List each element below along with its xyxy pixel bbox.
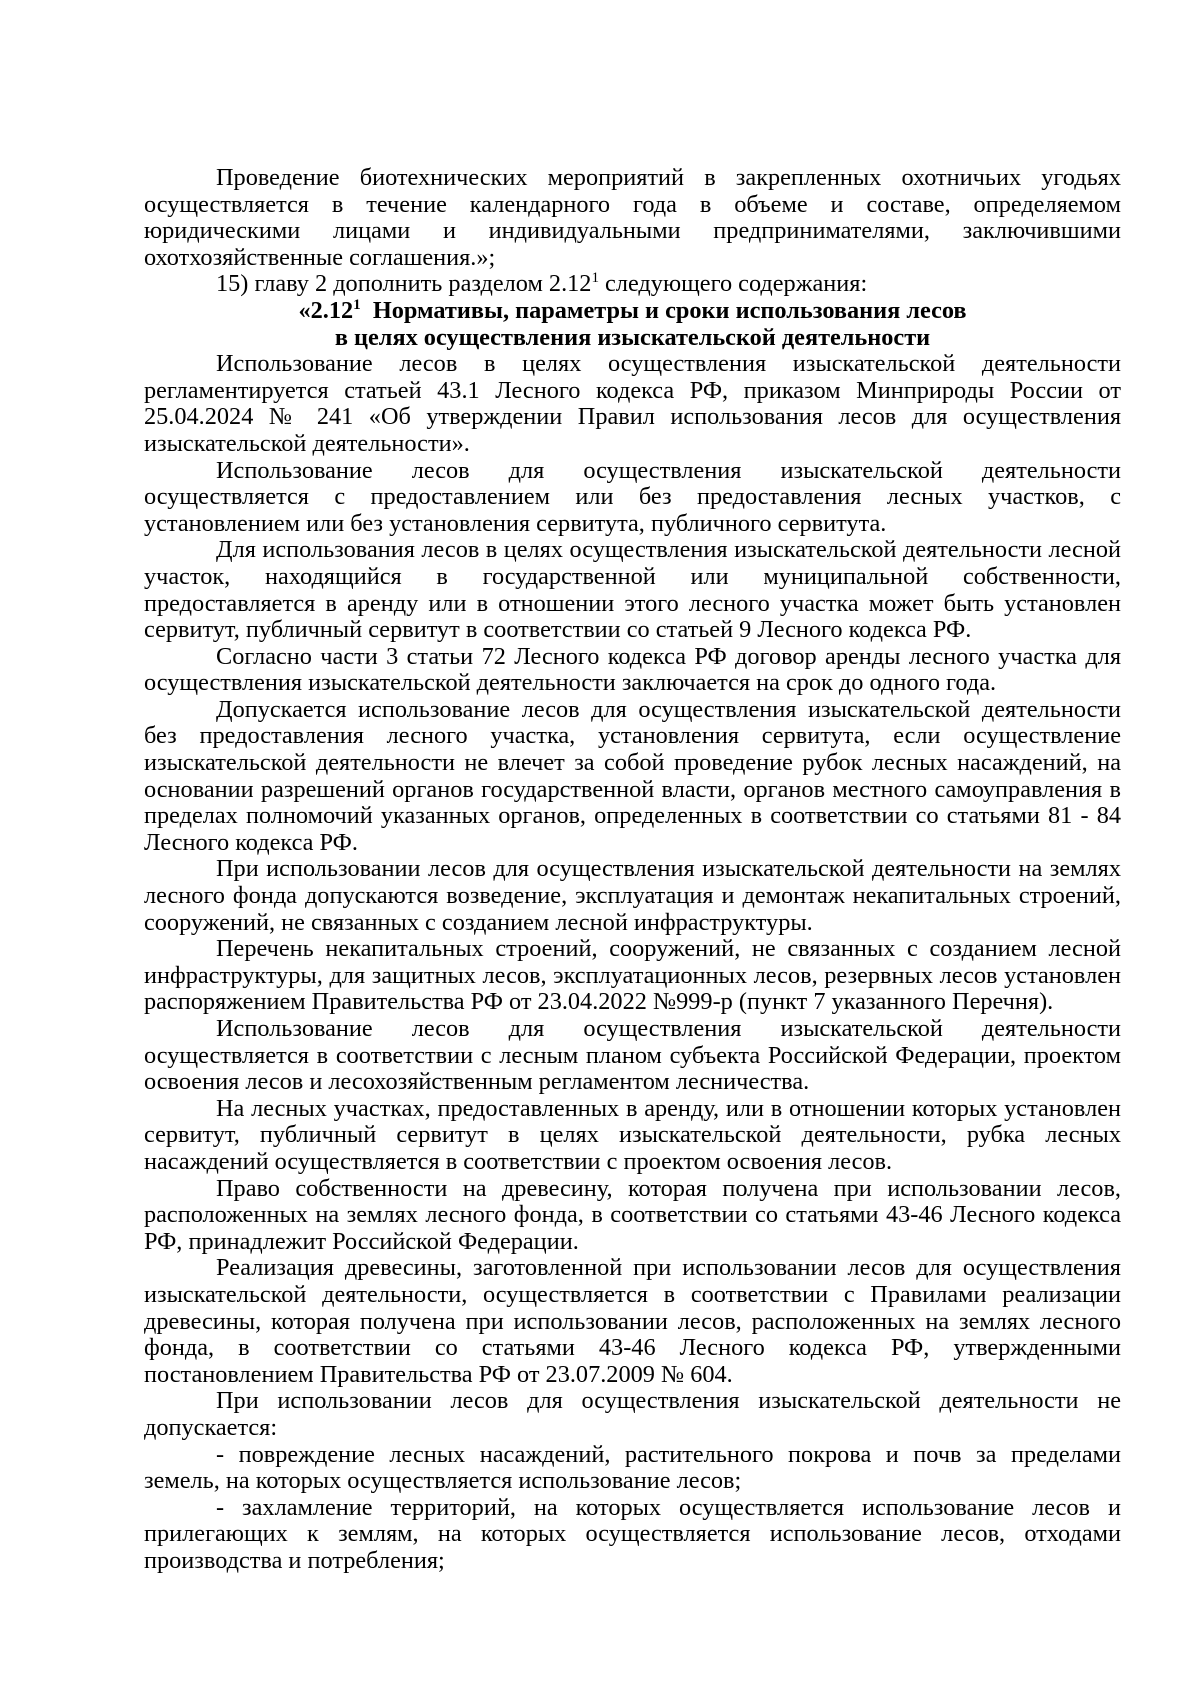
section-title-line-1: Нормативы, параметры и сроки использования лесов: [360, 296, 967, 324]
paragraph: Использование лесов для осуществления изыскательской деятельности осуществляется в соответствии с лесным планом субъекта Российской Федерации, проектом освоения лесов и лесохозяйственным регламентом лесничества.: [144, 1015, 1121, 1096]
intro-paragraph: Проведение биотехнических мероприятий в закрепленных охотничьих угодьях осуществляется в течение календарного года в объеме и составе, определяемом юридическими лицами и индивидуальными предпринимателями, заключившими охотхозяйственные соглашения.»;: [144, 164, 1121, 271]
paragraph: При использовании лесов для осуществления изыскательской деятельности не допускается:: [144, 1387, 1121, 1441]
paragraph: Допускается использование лесов для осуществления изыскательской деятельности без предоставления лесного участка, установления сервитута, если осуществление изыскательской деятельности не влечет за собой проведение рубок лесных насаждений, на основании разрешений органов государственной власти, органов местного самоуправления в пределах полномочий указанных органов, определенных в соответствии со статьями 81 - 84 Лесного кодекса РФ.: [144, 695, 1121, 856]
paragraph: Использование лесов в целях осуществления изыскательской деятельности регламентируется статьей 43.1 Лесного кодекса РФ, приказом Минприроды России от 25.04.2024 № 241 «Об утверждении Правил использования лесов для осуществления изыскательской деятельности».: [144, 350, 1121, 457]
paragraph: Для использования лесов в целях осуществления изыскательской деятельности лесной участок, находящийся в государственной или муниципальной собственности, предоставляется в аренду или в отношении этого лесного участка может быть установлен сервитут, публичный сервитут в соответствии со статьей 9 Лесного кодекса РФ.: [144, 536, 1121, 644]
paragraph: Реализация древесины, заготовленной при использовании лесов для осуществления изыскательской деятельности, осуществляется в соответствии с Правилами реализации древесины, которая получена при использовании лесов, расположенных на землях лесного фонда, в соответствии со статьями 43-46 Лесного кодекса РФ, утвержденными постановлением Правительства РФ от 23.07.2009 № 604.: [144, 1254, 1121, 1388]
amendment-text-before: 15) главу 2 дополнить разделом 2.12: [216, 270, 592, 298]
list-item: - повреждение лесных насаждений, растительного покрова и почв за пределами земель, на которых осуществляется использование лесов;: [144, 1440, 1121, 1495]
section-title-line-2: в целях осуществления изыскательской деятельности: [334, 323, 931, 351]
paragraph: На лесных участках, предоставленных в аренду, или в отношении которых установлен сервитут, публичный сервитут в целях изыскательской деятельности, рубка лесных насаждений осуществляется в соответствии с проектом освоения лесов.: [144, 1094, 1121, 1175]
list-item: - захламление территорий, на которых осуществляется использование лесов и прилегающих к землям, на которых осуществляется использование лесов, отходами производства и потребления;: [144, 1493, 1121, 1574]
paragraph: Перечень некапитальных строений, сооружений, не связанных с созданием лесной инфраструктуры, для защитных лесов, эксплуатационных лесов, резервных лесов установлен распоряжением Правительства РФ от 23.04.2022 №999-р (пункт 7 указанного Перечня).: [144, 935, 1121, 1016]
amendment-line: [144, 271, 1121, 298]
section-heading-line-1: [144, 298, 1121, 325]
paragraph: При использовании лесов для осуществления изыскательской деятельности на землях лесного фонда допускаются возведение, эксплуатация и демонтаж некапитальных строений, сооружений, не связанных с созданием лесной инфраструктуры.: [144, 855, 1121, 936]
document-page: [144, 165, 1121, 1574]
amendment-text-after: следующего содержания:: [598, 270, 868, 298]
paragraph: Право собственности на древесину, которая получена при использовании лесов, расположенных на землях лесного фонда, в соответствии со статьями 43-46 Лесного кодекса РФ, принадлежит Российской Федерации.: [144, 1174, 1121, 1255]
section-number: 2.12: [310, 296, 354, 324]
section-heading-open-quote: «: [298, 296, 311, 324]
section-number-superscript: 1: [353, 296, 361, 313]
section-heading: [144, 298, 1121, 351]
amendment-superscript: 1: [591, 270, 599, 287]
paragraph: Согласно части 3 статьи 72 Лесного кодекса РФ договор аренды лесного участка для осуществления изыскательской деятельности заключается на срок до одного года.: [144, 642, 1121, 697]
paragraph: Использование лесов для осуществления изыскательской деятельности осуществляется с предоставлением или без предоставления лесных участков, с установлением или без установления сервитута, публичного сервитута.: [144, 456, 1121, 537]
